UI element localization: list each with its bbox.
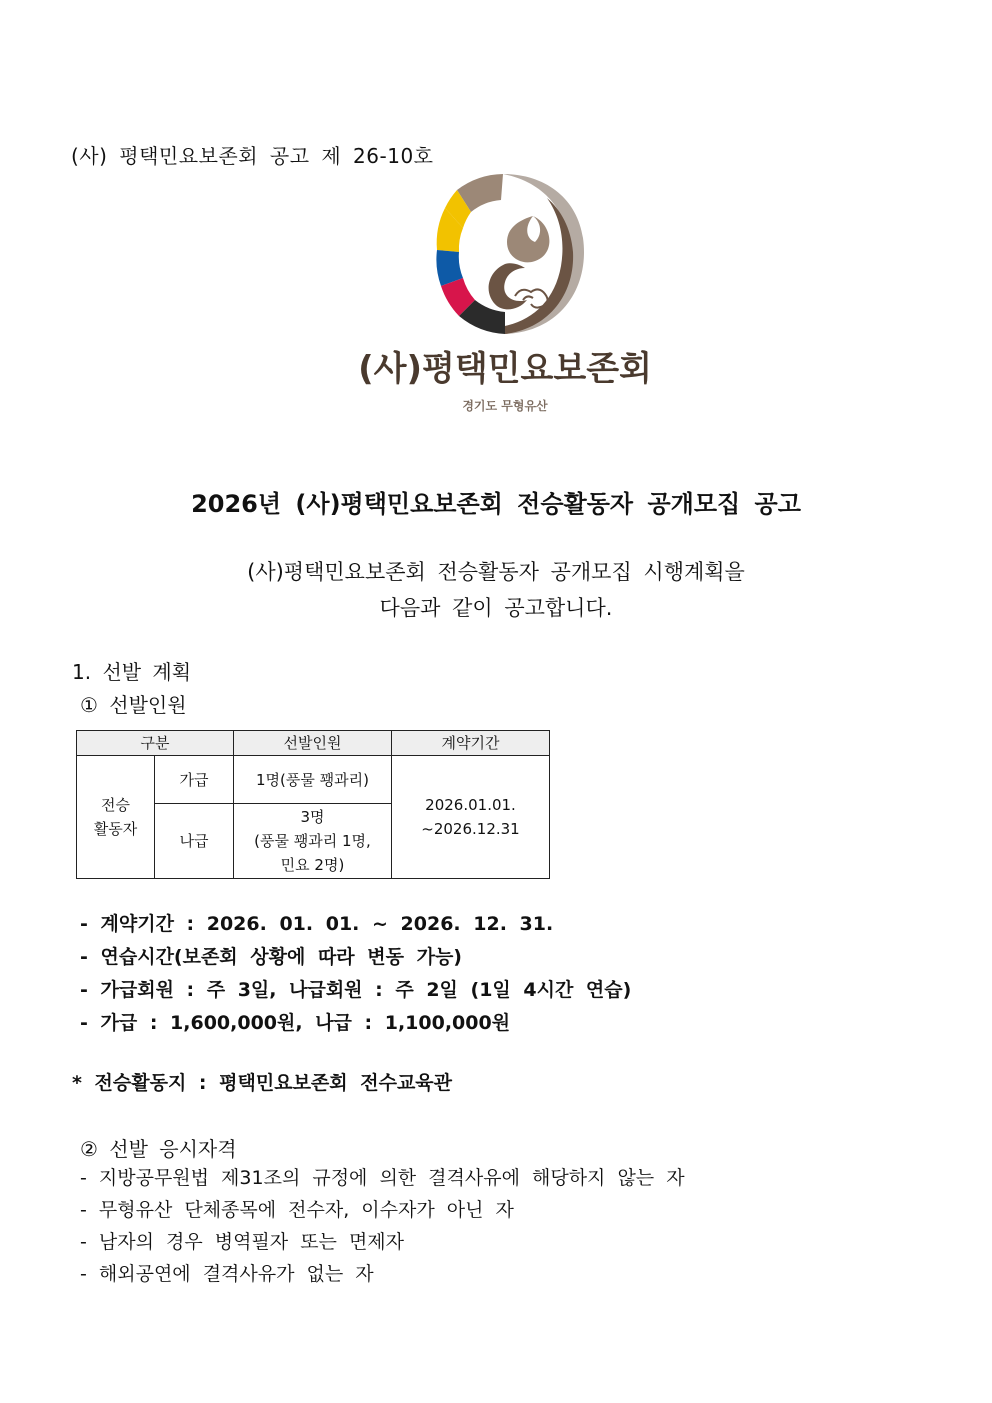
intro-line-1: (사)평택민요보존회 전승활동자 공개모집 시행계획을 (247, 560, 745, 584)
table-cell-grade: 가급 (155, 756, 234, 804)
list-item: - 가급 : 1,600,000원, 나급 : 1,100,000원 (80, 1012, 511, 1034)
subsection-heading-eligibility: ② 선발 응시자격 (80, 1137, 237, 1161)
table-header-category: 구분 (77, 731, 234, 756)
notice-number: (사) 평택민요보존회 공고 제 26-10호 (71, 144, 434, 168)
recruitment-table (76, 730, 550, 879)
list-item: - 가급회원 : 주 3일, 나급회원 : 주 2일 (1일 4시간 연습) (80, 979, 632, 1001)
list-item: - 무형유산 단체종목에 전수자, 이수자가 아닌 자 (80, 1199, 514, 1221)
list-item: - 남자의 경우 병역필자 또는 면제자 (80, 1231, 405, 1253)
table-header-count: 선발인원 (234, 731, 392, 756)
table-cell-count: 3명 (풍물 꽹과리 1명, 민요 2명) (234, 804, 392, 879)
intro-paragraph (0, 554, 992, 626)
intro-line-2: 다음과 같이 공고합니다. (379, 596, 613, 620)
logo-subtitle-text: 경기도 무형유산 (462, 399, 548, 413)
table-header-row (77, 731, 550, 756)
activity-location: * 전승활동지 : 평택민요보존회 전수교육관 (72, 1072, 453, 1094)
list-item: - 지방공무원법 제31조의 규정에 의한 결격사유에 해당하지 않는 자 (80, 1167, 685, 1189)
document-title: 2026년 (사)평택민요보존회 전승활동자 공개모집 공고 (191, 490, 801, 518)
list-item: - 계약기간 : 2026. 01. 01. ~ 2026. 12. 31. (80, 913, 554, 935)
table-cell-count: 1명(풍물 꽹과리) (234, 756, 392, 804)
logo-name-text: (사)평택민요보존회 (358, 349, 652, 389)
list-item: - 해외공연에 결격사유가 없는 자 (80, 1263, 374, 1285)
subsection-heading-recruit-count: ① 선발인원 (80, 693, 187, 717)
table-cell-category: 전승 활동자 (77, 756, 155, 879)
table-cell-grade: 나급 (155, 804, 234, 879)
contract-details-list (80, 908, 631, 1040)
table-cell-period: 2026.01.01. ~2026.12.31 (392, 756, 550, 879)
organization-logo (355, 168, 655, 420)
logo-emblem-icon (355, 168, 655, 420)
list-item: - 연습시간(보존회 상황에 따라 변동 가능) (80, 946, 462, 968)
table-row (77, 756, 550, 804)
eligibility-list (80, 1162, 685, 1290)
table-header-period: 계약기간 (392, 731, 550, 756)
section-heading-selection-plan: 1. 선발 계획 (72, 660, 192, 684)
